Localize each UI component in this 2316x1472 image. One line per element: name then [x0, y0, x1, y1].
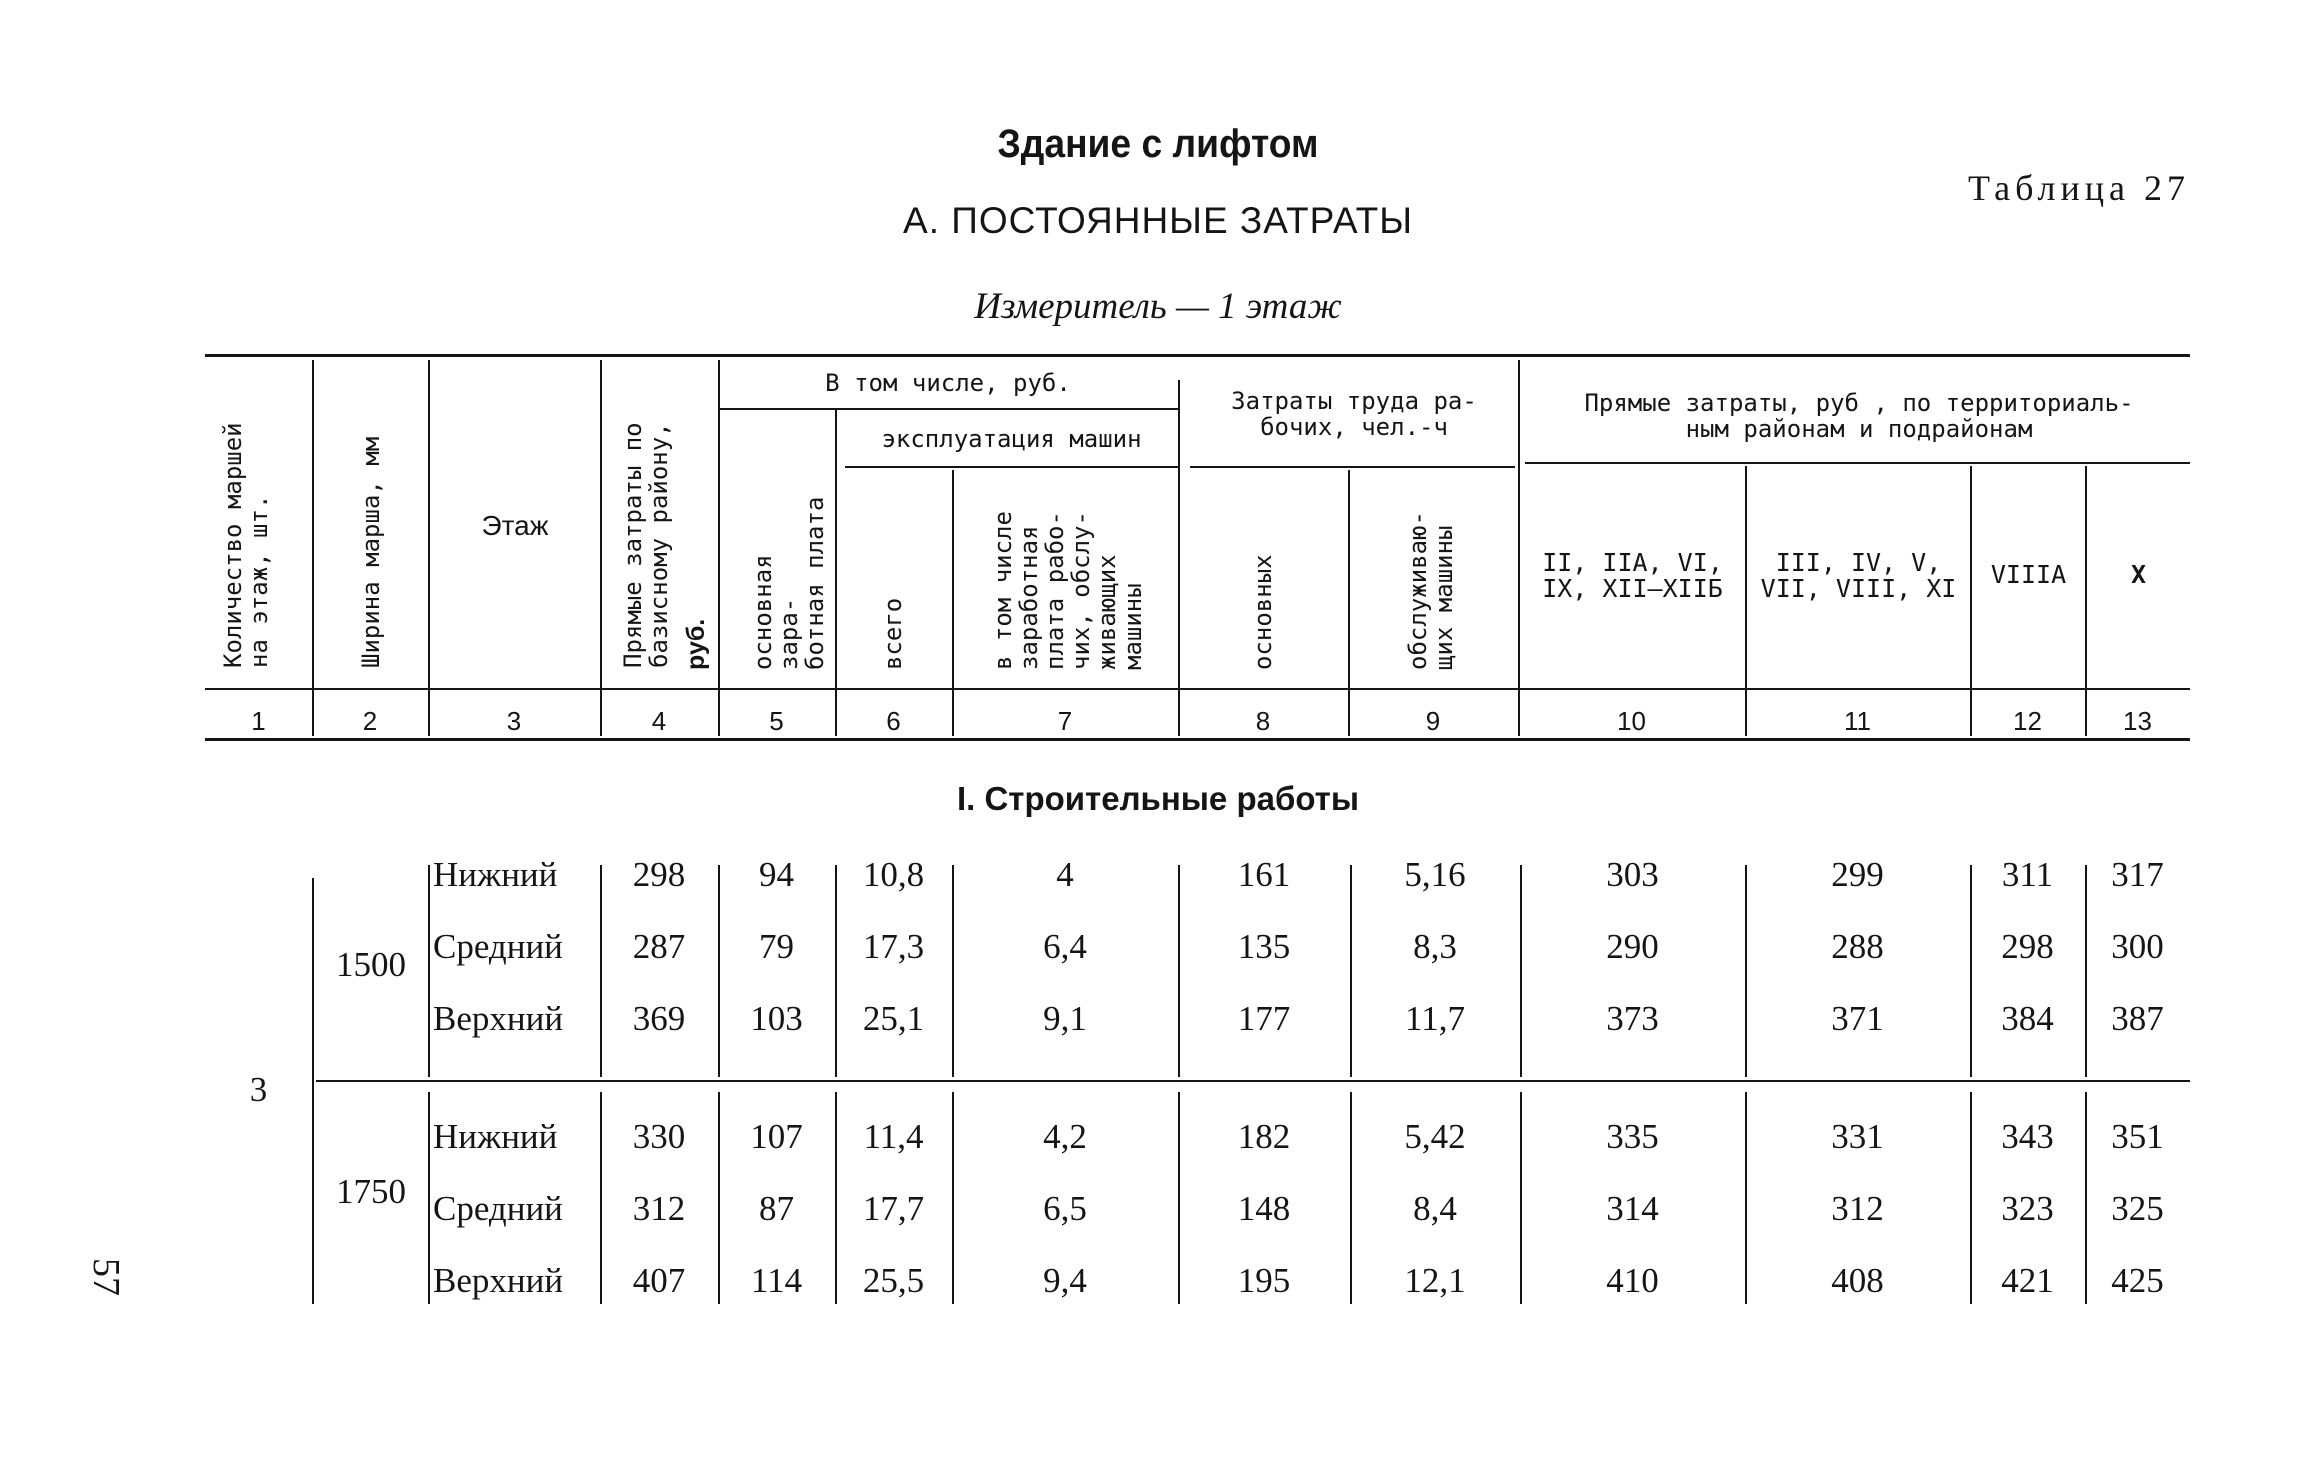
- col-number: 5: [769, 706, 784, 736]
- table-row: [0, 1261, 2316, 1301]
- col-number: 12: [2013, 706, 2042, 736]
- header-sep: [2085, 466, 2087, 736]
- group-incl-rule: [718, 408, 1178, 410]
- header-sep: [1970, 466, 1972, 736]
- col6-header: всего: [879, 597, 907, 670]
- marches-count: 3: [249, 1070, 268, 1109]
- page-number: 57: [85, 1258, 127, 1296]
- col-number: 7: [1057, 706, 1073, 736]
- cost-base: 407: [632, 1261, 686, 1300]
- march-width: 1500: [336, 945, 406, 984]
- col10-header: II, IIА, VI, IX, XII—XIIБ: [1542, 548, 1723, 603]
- region-cost: 373: [1606, 999, 1659, 1038]
- labor-machines: 8,4: [1413, 1189, 1457, 1228]
- machines-total: 25,1: [862, 999, 925, 1038]
- cost-base: 298: [632, 855, 686, 894]
- body-sep: [1350, 865, 1352, 1077]
- region-cost: 331: [1831, 1117, 1884, 1156]
- labor-machines: 11,7: [1405, 999, 1465, 1038]
- region-cost: 323: [2001, 1189, 2054, 1228]
- page-title: Здание с лифтом: [997, 122, 1319, 166]
- header-sep: [1178, 380, 1180, 736]
- floor-cell: Средний: [433, 927, 563, 966]
- col9-header: обслуживаю- щих машины: [1404, 511, 1458, 670]
- machines-total: 11,4: [863, 1117, 924, 1156]
- header-sep: [952, 470, 954, 736]
- group-machines-rule: [845, 466, 1178, 468]
- header-sep: [1518, 360, 1520, 736]
- machines-wages: 4,2: [1043, 1117, 1087, 1156]
- labor-main: 148: [1237, 1189, 1291, 1228]
- body-sep: [1520, 865, 1522, 1077]
- region-cost: 317: [2111, 855, 2164, 894]
- region-cost: 425: [2111, 1261, 2164, 1300]
- cost-wages: 107: [750, 1117, 803, 1156]
- labor-machines: 12,1: [1404, 1261, 1466, 1300]
- region-cost: 299: [1831, 855, 1884, 894]
- header-sep: [1348, 470, 1350, 736]
- machines-total: 10,8: [862, 855, 925, 894]
- region-cost: 410: [1606, 1261, 1659, 1300]
- col2-header: Ширина марша, мм: [357, 436, 385, 668]
- col12-header: VIIIА: [1990, 560, 2067, 589]
- header-sep: [428, 360, 430, 736]
- region-cost: 290: [1606, 927, 1659, 966]
- table-row: [0, 999, 2316, 1039]
- col-number: 1: [251, 706, 266, 736]
- region-cost: 288: [1831, 927, 1884, 966]
- cost-wages: 87: [759, 1189, 794, 1228]
- group-labor-header: Затраты труда ра- бочих, чел.-ч: [1231, 387, 1477, 441]
- measure-unit: Измеритель — 1 этаж: [974, 286, 1342, 327]
- cost-wages: 114: [750, 1261, 803, 1300]
- col-number: 8: [1255, 706, 1271, 736]
- col4-header-unit: руб.: [682, 618, 710, 670]
- labor-machines: 8,3: [1413, 927, 1457, 966]
- region-cost: 384: [2001, 999, 2054, 1038]
- body-sep: [2085, 865, 2087, 1077]
- col-number: 11: [1844, 706, 1871, 736]
- labor-main: 182: [1237, 1117, 1291, 1156]
- header-bottom-rule: [205, 688, 2190, 690]
- col-number: 2: [362, 706, 378, 736]
- group-machines-header: эксплуатация машин: [881, 425, 1142, 453]
- labor-machines: 5,42: [1404, 1117, 1466, 1156]
- table-number: Таблица 27: [1968, 168, 2190, 208]
- machines-total: 17,3: [862, 927, 925, 966]
- march-width: 1750: [336, 1172, 406, 1211]
- table-top-rule: [205, 354, 2190, 357]
- floor-cell: Верхний: [433, 1261, 564, 1300]
- floor-cell: Верхний: [433, 999, 564, 1038]
- cost-wages: 103: [750, 999, 803, 1038]
- section-heading: I. Строительные работы: [956, 780, 1360, 817]
- col11-header: III, IV, V, VII, VIII, XI: [1760, 548, 1957, 603]
- region-cost: 314: [1606, 1189, 1659, 1228]
- body-sep: [1745, 865, 1747, 1077]
- header-sep: [835, 410, 837, 736]
- machines-total: 17,7: [862, 1189, 925, 1228]
- cost-wages: 79: [759, 927, 794, 966]
- col5-header: основная зара- ботная плата: [749, 496, 829, 670]
- labor-main: 135: [1237, 927, 1291, 966]
- colnum-bottom-rule: [205, 738, 2190, 741]
- cost-base: 369: [632, 999, 686, 1038]
- labor-main: 161: [1237, 855, 1291, 894]
- cost-base: 330: [632, 1117, 686, 1156]
- body-sep: [718, 865, 720, 1077]
- body-sep: [1178, 865, 1180, 1077]
- cost-wages: 94: [759, 855, 794, 894]
- body-sep: [952, 865, 954, 1077]
- table-row: [0, 1117, 2316, 1157]
- region-cost: 387: [2111, 999, 2164, 1038]
- group-direct-header: Прямые затраты, руб , по территориаль- ным районам и подрайонам: [1584, 389, 2134, 443]
- col-number: 9: [1425, 706, 1441, 736]
- col3-header: Этаж: [481, 510, 549, 541]
- body-sep: [835, 865, 837, 1077]
- group-incl-header: В том числе, руб.: [825, 369, 1071, 397]
- machines-wages: 4: [1056, 855, 1074, 894]
- body-sep: [600, 865, 602, 1077]
- region-cost: 335: [1606, 1117, 1659, 1156]
- col8-header: основных: [1249, 554, 1277, 670]
- col7-header: в том числе заработная плата рабо- чих, обслу- живающих машины: [989, 511, 1147, 670]
- region-cost: 351: [2111, 1117, 2164, 1156]
- body-sep: [428, 865, 430, 1077]
- region-cost: 312: [1831, 1189, 1884, 1228]
- machines-wages: 9,1: [1043, 999, 1087, 1038]
- floor-cell: Нижний: [433, 1117, 558, 1156]
- region-cost: 371: [1831, 999, 1884, 1038]
- header-sep: [600, 360, 602, 736]
- region-cost: 303: [1606, 855, 1659, 894]
- group-divider: [316, 1080, 2190, 1082]
- col13-header: X: [2130, 560, 2147, 589]
- cost-base: 312: [632, 1189, 686, 1228]
- machines-wages: 6,4: [1043, 927, 1087, 966]
- table-row: [0, 927, 2316, 967]
- region-cost: 421: [2001, 1261, 2054, 1300]
- col-number: 6: [886, 706, 901, 736]
- region-cost: 343: [2001, 1117, 2054, 1156]
- section-subtitle: А. ПОСТОЯННЫЕ ЗАТРАТЫ: [903, 200, 1413, 241]
- group-labor-rule: [1190, 466, 1515, 468]
- col4-header: Прямые затраты по базисному району,: [619, 422, 673, 668]
- header-sep: [718, 360, 720, 736]
- floor-cell: Нижний: [433, 855, 558, 894]
- col-number: 3: [506, 706, 522, 736]
- machines-wages: 9,4: [1043, 1261, 1087, 1300]
- floor-cell: Средний: [433, 1189, 563, 1228]
- region-cost: 298: [2001, 927, 2054, 966]
- col-number: 13: [2123, 706, 2152, 736]
- col-number: 10: [1617, 706, 1646, 736]
- region-cost: 311: [2001, 855, 2054, 894]
- col1-header: Количество маршей на этаж, шт.: [219, 422, 273, 668]
- labor-main: 177: [1237, 999, 1291, 1038]
- region-cost: 300: [2111, 927, 2164, 966]
- table-row: [0, 855, 2316, 895]
- body-sep: [1970, 865, 1972, 1077]
- labor-machines: 5,16: [1404, 855, 1466, 894]
- region-cost: 408: [1831, 1261, 1884, 1300]
- group-direct-rule: [1525, 462, 2190, 464]
- region-cost: 325: [2111, 1189, 2164, 1228]
- machines-wages: 6,5: [1043, 1189, 1087, 1228]
- cost-base: 287: [632, 927, 686, 966]
- labor-main: 195: [1237, 1261, 1291, 1300]
- table-row: [0, 1189, 2316, 1229]
- header-sep: [312, 360, 314, 736]
- machines-total: 25,5: [862, 1261, 925, 1300]
- col-number: 4: [651, 706, 667, 736]
